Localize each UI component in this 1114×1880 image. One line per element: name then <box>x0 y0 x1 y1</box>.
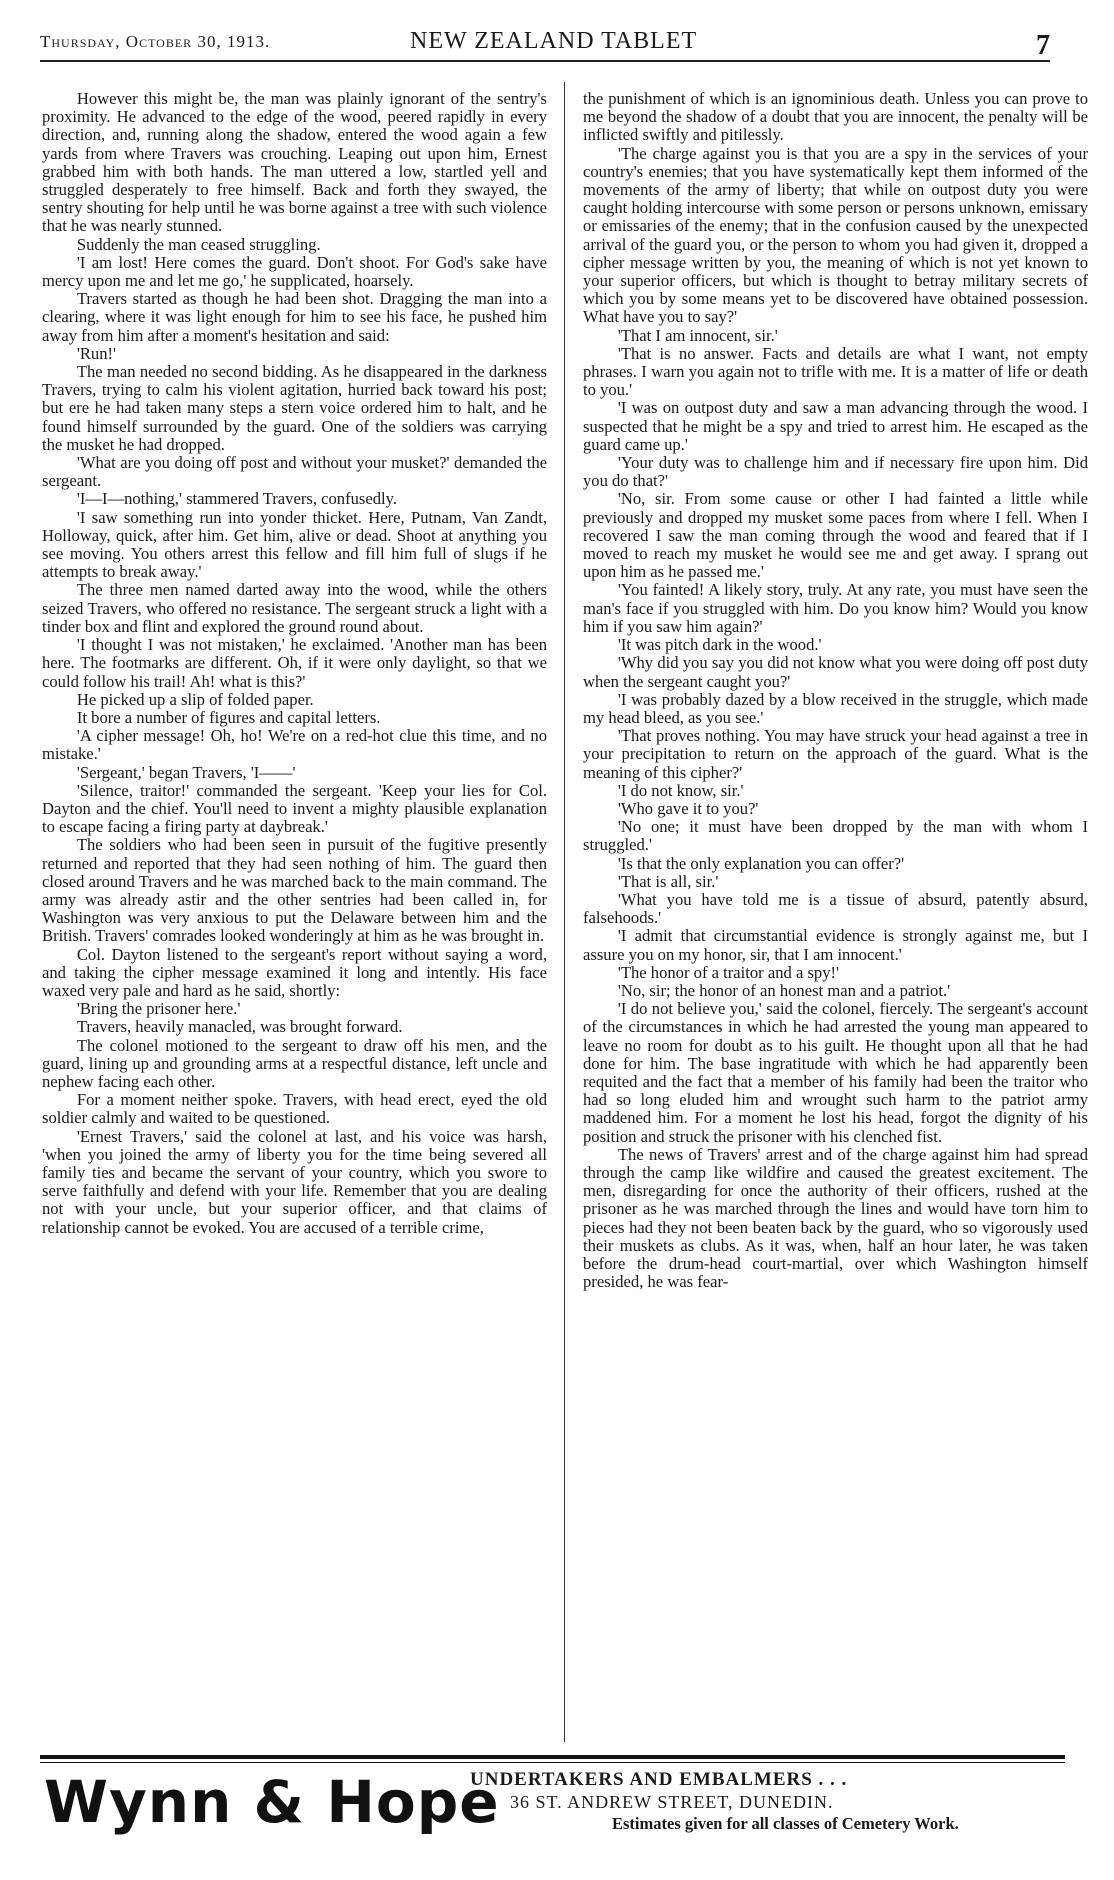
paragraph: 'No, sir; the honor of an honest man and a patriot.' <box>617 980 951 1000</box>
advertiser-name: Wynn & Hope <box>44 1768 500 1836</box>
paragraph: 'Who gave it to you?' <box>617 798 759 818</box>
footer-rule-thin <box>40 1762 1065 1763</box>
left-column <box>42 90 547 1237</box>
paragraph: For a moment neither spoke. Travers, with head erect, eyed the old soldier calmly and waited to be questioned. <box>42 1090 547 1128</box>
paragraph: 'Bring the prisoner here.' <box>76 999 241 1019</box>
paragraph: 'Sergeant,' began Travers, 'I——' <box>76 762 296 782</box>
newspaper-title: NEW ZEALAND TABLET <box>410 28 698 54</box>
page-number: 7 <box>1036 30 1050 61</box>
paragraph: 'Ernest Travers,' said the colonel at last, and his voice was harsh, 'when you joined the army of liberty you for the time being severed all family ties and became the servant of your country, which you swore to serve faithfully and defend with your life. Remember that you are dealing not with your uncle, but your superior officer, and that claims of relationship cannot be evoked. You are accused of a terrible crime, <box>42 1126 547 1237</box>
paragraph: Suddenly the man ceased struggling. <box>76 234 321 254</box>
footer-rule-thick <box>40 1755 1065 1759</box>
paragraph: 'Is that the only explanation you can offer?' <box>617 853 905 873</box>
paragraph: 'No, sir. From some cause or other I had fainted a little while previously and dropped my musket some paces from where I fell. When I recovered I saw the man coming through the wood and feared that if I moved to reach my musket he would see me and get away. I sprang out upon him as he passed me.' <box>583 489 1088 582</box>
paragraph: 'What you have told me is a tissue of absurd, patently absurd, falsehoods.' <box>583 889 1088 928</box>
paragraph: The man needed no second bidding. As he disappeared in the darkness Travers, trying to calm his violent agitation, hurried back toward his post; but ere he had taken many steps a stern voice ordered him to halt, and he found himself surrounded by the guard. One of the soldiers was carrying the musket he had dropped. <box>42 362 547 454</box>
paragraph: 'I saw something run into yonder thicket. Here, Putnam, Van Zandt, Holloway, quick, after him. Get him, alive or dead. Shoot at anything you see moving. You others arrest this fellow and fill him full of slugs if he attempts to break away.' <box>42 507 547 582</box>
paragraph: 'It was pitch dark in the wood.' <box>617 635 822 655</box>
paragraph: the punishment of which is an ignominious death. Unless you can prove to me beyond the shadow of a doubt that you are innocent, the penalty will be inflicted swiftly and pitilessly. <box>583 89 1088 145</box>
paragraph: 'You fainted! A likely story, truly. At any rate, you must have seen the man's face if you struggled with him. Do you know him? Would you know him if you saw him again?' <box>583 580 1088 636</box>
paragraph: Col. Dayton listened to the sergeant's report without saying a word, and taking the cipher message examined it long and intently. His face waxed very pale and hard as he said, shortly: <box>42 944 547 1000</box>
paragraph: The three men named darted away into the wood, while the others seized Travers, who offered no resistance. The sergeant struck a light with a tinder box and flint and explored the ground round about. <box>42 580 547 636</box>
column-divider <box>564 82 565 1742</box>
paragraph: 'I—I—nothing,' stammered Travers, confusedly. <box>76 489 397 509</box>
paragraph: 'That I am innocent, sir.' <box>617 325 778 345</box>
paragraph: 'Silence, traitor!' commanded the sergeant. 'Keep your lies for Col. Dayton and the chief. You'll need to invent a mighty plausible explanation to escape facing a firing party at daybreak.' <box>42 780 547 837</box>
paragraph: The soldiers who had been seen in pursuit of the fugitive presently returned and reported that they had seen nothing of him. The guard then closed around Travers and he was marched back to the main command. The army was already astir and the other sentries had been called in, for Washington was very anxious to put the Delaware between him and the British. Travers' comrades looked wonderingly at him as he was brought in. <box>42 835 547 946</box>
paragraph: He picked up a slip of folded paper. <box>76 689 314 709</box>
paragraph: 'That proves nothing. You may have struck your head against a tree in your precipitation to return on the approach of the guard. What is the meaning of this cipher?' <box>583 726 1088 782</box>
paragraph: 'That is no answer. Facts and details are what I want, not empty phrases. I warn you again not to trifle with me. It is a matter of life or death to you.' <box>583 343 1088 400</box>
paragraph: Travers started as though he had been shot. Dragging the man into a clearing, where it was light enough for him to see his face, he pushed him away from him after a moment's hesitation and said: <box>42 289 547 345</box>
paragraph: 'Your duty was to challenge him and if necessary fire upon him. Did you do that?' <box>583 453 1088 491</box>
paragraph: 'I admit that circumstantial evidence is strongly against me, but I assure you on my honor, sir, that I am innocent.' <box>583 926 1088 964</box>
right-column <box>583 90 1088 1291</box>
paragraph: 'I was on outpost duty and saw a man advancing through the wood. I suspected that he might be a spy and tried to arrest him. He escaped as the guard came up.' <box>583 398 1088 454</box>
advertisement-services: UNDERTAKERS AND EMBALMERS . . . <box>470 1769 848 1790</box>
paragraph: 'The charge against you is that you are a spy in the services of your country's enemies; that you have systematically kept them informed of the movements of the army of liberty; that while on outpost duty you were caught holding intercourse with some person or persons unknown, emissary or emissaries of the enemy; that in the confusion caused by the unexpected arrival of the guard you, or the person to whom you had given it, dropped a cipher message written by you, the meaning of which is not yet known to your superior officers, but which is thought to betray military secrets of which you by some means yet to be discovered have obtained possession. What have you to say?' <box>583 143 1088 327</box>
paragraph: 'What are you doing off post and without your musket?' demanded the sergeant. <box>42 453 547 491</box>
paragraph: 'I thought I was not mistaken,' he exclaimed. 'Another man has been here. The footmarks are different. Oh, if it were only daylight, so that we could follow his trail! Ah! what is this?' <box>42 635 547 691</box>
paragraph: 'I am lost! Here comes the guard. Don't shoot. For God's sake have mercy upon me and let me go,' he supplicated, hoarsely. <box>42 252 547 291</box>
paragraph: 'I do not know, sir.' <box>617 780 744 800</box>
paragraph: Travers, heavily manacled, was brought forward. <box>76 1017 403 1037</box>
page-header <box>40 28 1050 64</box>
paragraph: However this might be, the man was plainly ignorant of the sentry's proximity. He advanced to the edge of the wood, peered rapidly in every direction, and, running along the shadow, entered the wood again a few yards from where Travers was crouching. Leaping out upon him, Ernest grabbed him with both hands. The man uttered a low, startled yell and struggled desperately to free himself. Back and forth they swayed, the sentry shouting for help until he was borne against a tree with such violence that he was nearly stunned. <box>42 89 547 236</box>
paragraph: 'I do not believe you,' said the colonel, fiercely. The sergeant's account of the circumstances in which he had arrested the young man appeared to leave no room for doubt as to his guilt. He thought upon all that he had done for him. The base ingratitude with which he had apparently been requited and the fact that a member of his family had been the traitor who had so long eluded him and wrought such harm to the patriot army maddened him. For a moment he lost his head, forgot the dignity of his position and struck the prisoner with his clenched fist. <box>583 999 1088 1146</box>
paragraph: The colonel motioned to the sergeant to draw off his men, and the guard, lining up and grounding arms at a respectful distance, left uncle and nephew facing each other. <box>42 1035 547 1091</box>
issue-date: Thursday, October 30, 1913. <box>40 32 271 51</box>
paragraph: 'The honor of a traitor and a spy!' <box>617 962 840 982</box>
paragraph: 'Why did you say you did not know what you were doing off post duty when the sergeant caught you?' <box>583 653 1088 691</box>
paragraph: 'Run!' <box>76 343 117 363</box>
paragraph: It bore a number of figures and capital letters. <box>76 707 381 727</box>
paragraph: 'A cipher message! Oh, ho! We're on a red-hot clue this time, and no mistake.' <box>42 726 547 764</box>
paragraph: 'I was probably dazed by a blow received in the struggle, which made my head bleed, as you see.' <box>583 689 1088 727</box>
paragraph: 'No one; it must have been dropped by the man with whom I struggled.' <box>583 817 1088 855</box>
paragraph: 'That is all, sir.' <box>617 871 719 891</box>
paragraph: The news of Travers' arrest and of the charge against him had spread through the camp like wildfire and caused the greatest excitement. The men, disregarding for once the authority of their officers, rushed at the prisoner as he was marched through the lines and would have torn him to pieces had they not been beaten back by the guard, who so vigorously used their muskets as clubs. As it was, when, half an hour later, he was taken before the drum-head court-martial, over which Washington himself presided, he was fear- <box>583 1144 1088 1292</box>
header-rule <box>40 60 1050 62</box>
advertisement-address: 36 ST. ANDREW STREET, DUNEDIN. <box>510 1792 834 1812</box>
advertisement-tagline: Estimates given for all classes of Cemetery Work. <box>612 1814 959 1833</box>
